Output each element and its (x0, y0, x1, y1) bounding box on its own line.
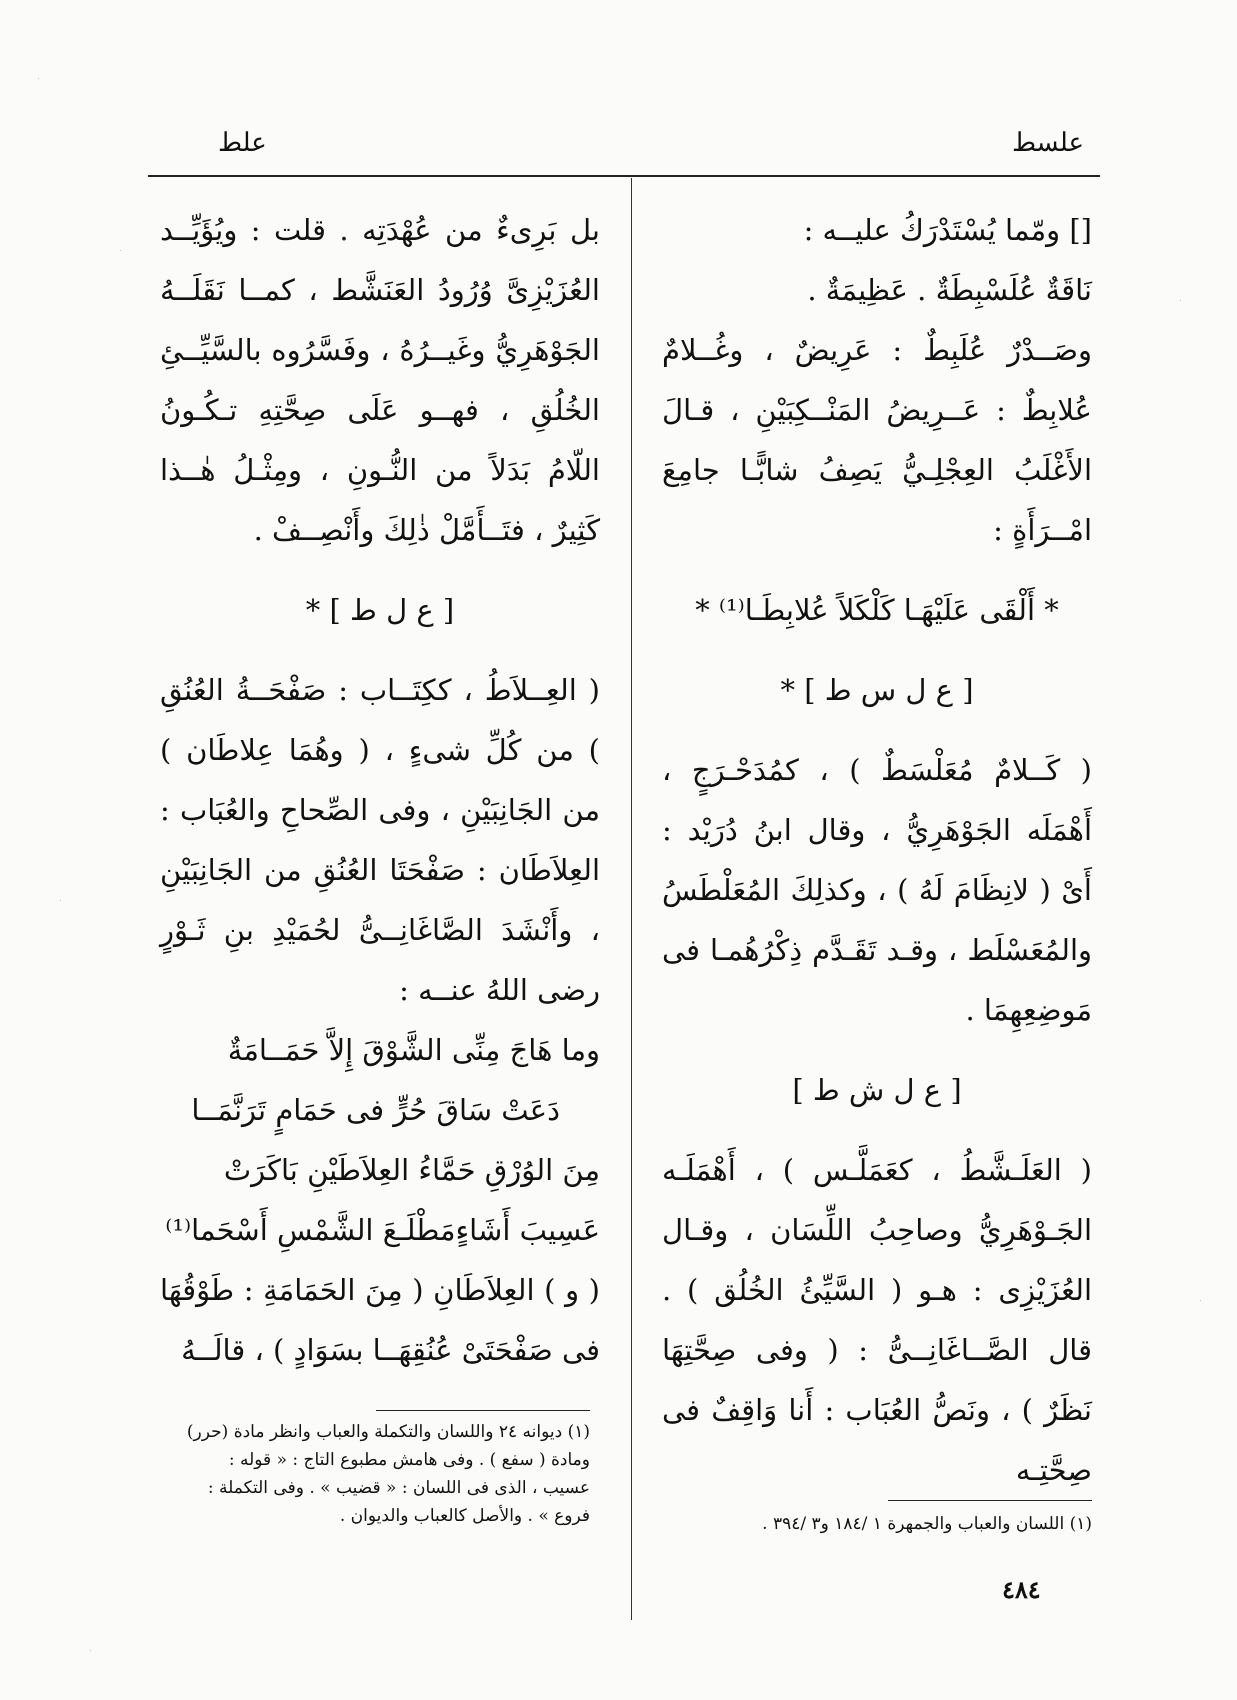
left-intro-text: بل بَرِىءٌ من عُهْدَتِه . قلت : ويُؤَيِّــد العُزَيْزِىَّ وُرُودُ العَنَشَّط ، كمــا نَقَلَــهُ الجَوْهَرِيُّ وغَيــرُهُ ، وفَسَّرُوه بالسَّيِّــئِ الخُلُقِ ، فهــو عَلَى صِحَّتِهِ تـكُـونُ اللّامُ بَدَلاً من النُّـونِ ، ومِثْـلُ هٰــذا كَثِيرٌ ، فتَــأَمَّلْ ذٰلِكَ وأَنْصِــفْ . (160, 213, 600, 547)
section-heading-alsht: [ ع ل ش ط ] (792, 1073, 962, 1107)
column-divider (631, 178, 632, 1620)
footnote-right (700, 1510, 1092, 1538)
footnote-right-text: (١) اللسان والعباب والجمهرة ١ /١٨٤ و٣ /٣٩٤ . (762, 1514, 1092, 1534)
left-closing-text: ( و ) العِلاَطَانِ ( مِنَ الحَمَامَةِ : طَوْقُهَا فى صَفْحَتَىْ عُنُقِهَــا بسَوَادٍ ) ، قالَــهُ (160, 1273, 600, 1367)
footnote-left (150, 1418, 590, 1530)
header-left-word: علط (218, 128, 267, 158)
footnote-left-line-2: ومادة ( سفع ) . وفى هامش مطبوع التاج : « قوله : (228, 1450, 590, 1470)
right-para-3: وصَــدْرٌ عُلَبِطٌ : عَرِيضٌ ، وغُــلامٌ عُلابِطٌ : عَــرِيضُ المَنْــكِبَيْنِ ، قـالَ الأَغْلَبُ العِجْلِـيُّ يَصِفُ شابًّـا جامِعَ امْــرَأَةٍ : (662, 333, 1092, 547)
page-number: ٤٨٤ (1002, 1575, 1041, 1604)
section-heading-alst: [ ع ل س ط ] * (780, 673, 974, 707)
right-verse: * أَلْقَى عَلَيْهَـا كَلْكَلاً عُلابِطَـا⁽¹⁾ * (695, 593, 1059, 627)
section-text-alst: ( كَــلامٌ مُعَلْسَطٌ ) ، كمُدَحْـرَجٍ ، أَهْمَلَه الجَوْهَرِيُّ ، وقال ابنُ دُرَيْد : أَىْ ( لانِظَامَ لَهُ ) ، وكذلِكَ المُعَلْطَسُ والمُعَسْلَط ، وقـد تَقَـدَّم ذِكْرُهُمـا فى مَوضِعِهِمَا . (662, 753, 1092, 1027)
footnote-left-line-4: فروع » . والأصل كالعباب والديوان . (339, 1506, 590, 1526)
section-heading-alt: [ ع ل ط ] * (305, 593, 455, 627)
left-column (160, 200, 600, 1380)
footnote-left-line-1: (١) ديوانه ٢٤ واللسان والتكملة والعباب وانظر مادة (حرر) (186, 1422, 590, 1442)
section-text-alsht: ( العَلَـشَّطُ ، كعَمَلَّـس ) ، أَهْمَلَـه الجَـوْهَرِيُّ وصاحِبُ اللِّسَان ، وقـال العُزَيْزِى : هـو ( السَّيِّئُ الخُلُق ) . قال الصَّــاغَانِــىُّ : ( وفى صِحَّتِهَا نَظَرٌ ) ، ونَصُّ العُبَاب : أَنا وَاقِفٌ فى صِحَّتِـه (662, 1153, 1092, 1487)
header-right-word: علسط (1012, 128, 1084, 158)
header-rule (148, 175, 1100, 177)
section-text-alt: ( العِــلاَطُ ، ككِتَــاب : صَفْحَــةُ العُنُقِ ) من كُلِّ شىءٍ ، ( وهُمَا عِلاطَان ) من الجَانِبَيْنِ ، وفى الصِّحاحِ والعُبَاب : العِلاَطَان : صَفْحَتَا العُنُقِ من الجَانِبَيْنِ ، وأَنْشَدَ الصَّاغَانِــىُّ لحُمَيْدِ بنِ ثَـوْرٍ رضى اللهُ عنــه : (160, 673, 600, 1007)
footnote-left-line-3: عسيب ، الذى فى اللسان : « قضيب » . وفى التكملة : (207, 1478, 590, 1498)
footnote-rule-right (888, 1500, 1092, 1501)
verse-line-2: دَعَتْ سَاقَ حُرٍّ فى حَمَامٍ تَرَنَّمَــا (191, 1093, 560, 1127)
footnote-rule-left (376, 1410, 590, 1411)
verse-line-1: وما هَاجَ مِنِّى الشَّوْقَ إِلاَّ حَمَــامَةٌ (227, 1033, 600, 1067)
verse-line-3: مِنَ الوُرْقِ حَمَّاءُ العِلاَطَيْنِ بَاكَرَتْ (223, 1153, 600, 1187)
right-column (662, 200, 1092, 1500)
verse-line-4: عَسِيبَ أَشَاءٍمَطْلَـعَ الشَّمْسِ أَسْحَما⁽¹⁾ (165, 1213, 600, 1247)
right-para-1: [] ومّما يُسْتَدْرَكُ عليــه : (803, 213, 1092, 247)
right-para-2: نَاقَةٌ عُلَسْبِطَةٌ . عَظِيمَةٌ . (807, 273, 1092, 307)
